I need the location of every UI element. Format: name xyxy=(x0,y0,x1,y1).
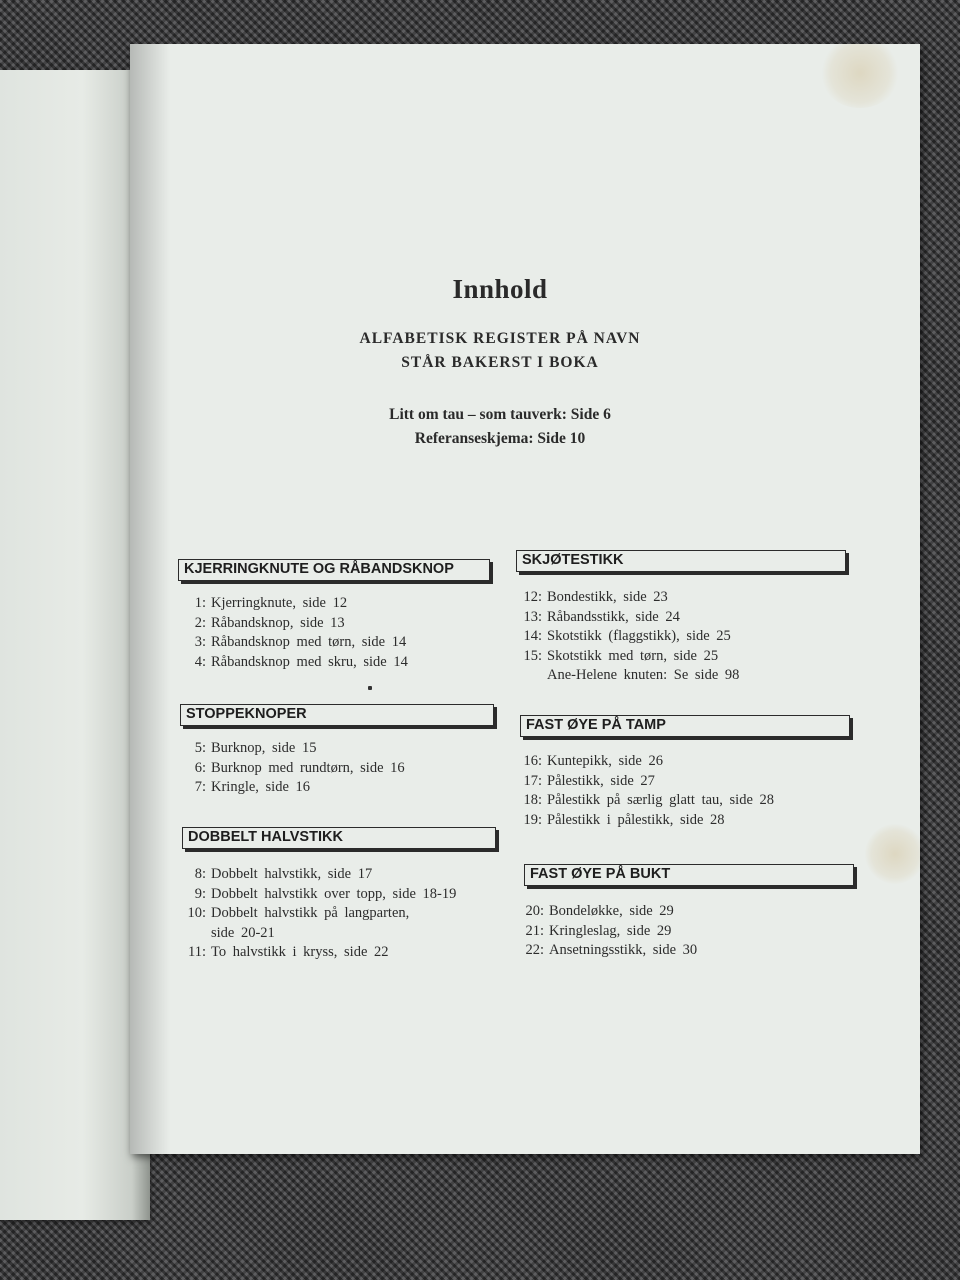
entry-text: Råbandsknop med tørn, side 14 xyxy=(211,634,407,650)
list-item xyxy=(180,865,456,885)
section-heading: KJERRINGKNUTE OG RÅBANDSKNOP xyxy=(178,559,490,581)
entry-number: 21: xyxy=(525,922,544,939)
entry-number xyxy=(180,924,211,944)
list-item xyxy=(180,739,405,759)
entry-number: 7: xyxy=(194,779,206,795)
entry-number: 10: xyxy=(187,905,206,921)
entry-number: 15: xyxy=(523,647,542,664)
section-heading: FAST ØYE PÅ TAMP xyxy=(520,715,850,737)
section-entries xyxy=(518,902,697,961)
list-item xyxy=(518,941,697,961)
entry-text: Kringleslag, side 29 xyxy=(549,922,672,939)
page-title: Innhold xyxy=(452,274,548,304)
section-entries xyxy=(180,594,408,672)
list-item xyxy=(180,633,408,653)
entry-number: 17: xyxy=(523,772,542,789)
list-item xyxy=(516,791,774,811)
reference-line-1: Litt om tau – som tauverk: Side 6 xyxy=(389,406,611,423)
entry-text: Råbandsknop, side 13 xyxy=(211,614,345,631)
page-gutter-shadow xyxy=(130,44,170,1154)
list-item xyxy=(180,904,456,924)
entry-text: Dobbelt halvstikk over topp, side 18-19 xyxy=(211,885,457,902)
entry-text: Pålestikk, side 27 xyxy=(547,772,655,789)
entry-text: Kringle, side 16 xyxy=(211,779,311,795)
entry-number xyxy=(516,666,547,686)
stain xyxy=(820,44,900,108)
list-item xyxy=(180,759,405,779)
speck xyxy=(368,686,372,690)
entry-number: 11: xyxy=(188,944,206,960)
list-item xyxy=(180,594,408,614)
entry-number: 20: xyxy=(525,903,544,919)
entry-text: side 20-21 xyxy=(211,924,275,941)
entry-number: 4: xyxy=(194,653,206,670)
list-item xyxy=(180,614,408,634)
section-heading: DOBBELT HALVSTIKK xyxy=(182,827,496,849)
entry-number: 3: xyxy=(194,634,206,650)
entry-number: 19: xyxy=(523,811,542,828)
list-item xyxy=(516,647,739,667)
entry-number: 2: xyxy=(194,614,206,631)
list-item xyxy=(516,588,739,608)
entry-text: Skotstikk med tørn, side 25 xyxy=(547,647,719,664)
entry-text: Råbandsknop med skru, side 14 xyxy=(211,653,408,670)
book-page xyxy=(130,44,920,1154)
entry-number: 8: xyxy=(194,866,206,882)
section-heading: SKJØTESTIKK xyxy=(516,550,846,572)
entry-number: 18: xyxy=(523,792,542,808)
list-item xyxy=(516,752,774,772)
entry-text: Kjerringknute, side 12 xyxy=(211,595,348,611)
entry-text: Pålestikk i pålestikk, side 28 xyxy=(547,811,725,828)
entry-number: 6: xyxy=(194,759,206,776)
list-item xyxy=(518,902,697,922)
list-item xyxy=(180,924,456,944)
list-item xyxy=(180,943,456,963)
entry-text: Ane-Helene knuten: Se side 98 xyxy=(547,667,740,683)
list-item xyxy=(180,653,408,673)
subtitle-line-1: ALFABETISK REGISTER PÅ NAVN xyxy=(359,330,641,347)
reference-line-2: Referanseskjema: Side 10 xyxy=(414,430,586,447)
subtitle-line-2: STÅR BAKERST I BOKA xyxy=(401,354,599,371)
entry-number: 16: xyxy=(523,753,542,769)
entry-text: Dobbelt halvstikk på langparten, xyxy=(211,905,410,921)
entry-text: Pålestikk på særlig glatt tau, side 28 xyxy=(547,792,775,808)
entry-text: Burknop, side 15 xyxy=(211,740,317,756)
stain xyxy=(865,824,920,884)
entry-number: 14: xyxy=(523,628,542,644)
entry-number: 9: xyxy=(194,885,206,902)
section-heading: STOPPEKNOPER xyxy=(180,704,494,726)
entry-text: Burknop med rundtørn, side 16 xyxy=(211,759,405,776)
entry-text: Kuntepikk, side 26 xyxy=(547,753,663,769)
entry-text: Råbandsstikk, side 24 xyxy=(547,608,680,625)
entry-number: 1: xyxy=(194,595,206,611)
list-item xyxy=(180,778,405,798)
list-item xyxy=(180,885,456,905)
entry-text: Ansetningsstikk, side 30 xyxy=(549,942,698,958)
list-item xyxy=(518,922,697,942)
list-item xyxy=(516,627,739,647)
section-entries xyxy=(516,588,739,686)
entry-number: 5: xyxy=(194,740,206,756)
entry-text: Bondeløkke, side 29 xyxy=(549,903,674,919)
list-item xyxy=(516,772,774,792)
entry-text: To halvstikk i kryss, side 22 xyxy=(211,944,389,960)
entry-text: Skotstikk (flaggstikk), side 25 xyxy=(547,628,731,644)
section-entries xyxy=(180,739,405,798)
left-page xyxy=(0,70,150,1220)
section-heading: FAST ØYE PÅ BUKT xyxy=(524,864,854,886)
entry-number: 13: xyxy=(523,608,542,625)
list-item xyxy=(516,608,739,628)
list-item xyxy=(516,811,774,831)
section-entries xyxy=(516,752,774,830)
entry-number: 12: xyxy=(523,589,542,605)
entry-number: 22: xyxy=(525,942,544,958)
section-entries xyxy=(180,865,456,963)
entry-text: Bondestikk, side 23 xyxy=(547,589,668,605)
list-item xyxy=(516,666,739,686)
entry-text: Dobbelt halvstikk, side 17 xyxy=(211,866,373,882)
